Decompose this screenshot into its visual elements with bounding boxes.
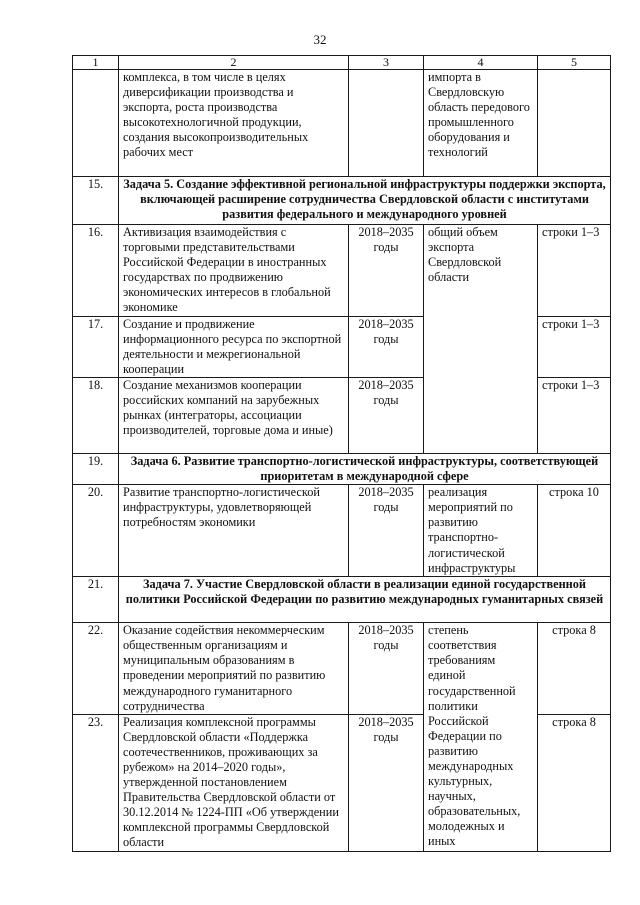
row-number: 21.	[73, 577, 119, 623]
row-number: 17.	[73, 316, 119, 377]
column-number: 5	[538, 56, 611, 70]
period-cell: 2018–2035 годы	[349, 485, 424, 577]
period-cell: 2018–2035 годы	[349, 225, 424, 317]
indicator-cell: реализация мероприятий по развитию транспортно-логистической инфраструктуры	[424, 485, 538, 577]
action-cell: Создание и продвижение информационного ресурса по экспортной деятельности и межрегиональной кооперации	[119, 316, 349, 377]
period-cell: 2018–2035 годы	[349, 377, 424, 453]
reference-cell: строка 8	[538, 714, 611, 851]
row-number: 23.	[73, 714, 119, 851]
column-number: 2	[119, 56, 349, 70]
indicator-text: Российской Федерации по развитию международных культурных, научных, образовательных, молодежных и иных	[428, 713, 521, 849]
indicator-cell: общий объем экспорта Свердловской области	[424, 225, 538, 454]
task-heading: Задача 7. Участие Свердловской области в реализации единой государственной политики Российской Федерации по развитию международных гуманитарных связей	[119, 577, 611, 623]
row-number: 18.	[73, 377, 119, 453]
action-cell: Развитие транспортно-логистической инфраструктуры, удовлетворяющей потребностям экономики	[119, 485, 349, 577]
column-number-row	[73, 56, 611, 70]
reference-cell: строка 10	[538, 485, 611, 577]
row-number: 19.	[73, 453, 119, 484]
column-number: 3	[349, 56, 424, 70]
page-number: 32	[313, 32, 327, 47]
table-row	[73, 70, 611, 177]
row-number: 20.	[73, 485, 119, 577]
task-row	[73, 177, 611, 225]
column-number: 4	[424, 56, 538, 70]
reference-cell: строки 1–3	[538, 225, 611, 317]
task-row	[73, 453, 611, 484]
indicator-cell: импорта в Свердловскую область передового промышленного оборудования и технологий	[424, 70, 538, 177]
table-row	[73, 623, 611, 715]
reference-cell	[538, 70, 611, 177]
task-heading: Задача 6. Развитие транспортно-логистической инфраструктуры, соответствующей приоритетам в международной сфере	[119, 453, 611, 484]
reference-cell: строки 1–3	[538, 377, 611, 453]
indicator-cell	[424, 623, 538, 852]
period-cell	[349, 70, 424, 177]
action-plan-table	[72, 55, 611, 852]
reference-cell: строки 1–3	[538, 316, 611, 377]
period-cell: 2018–2035 годы	[349, 623, 424, 715]
task-row	[73, 577, 611, 623]
row-number: 15.	[73, 177, 119, 225]
column-number: 1	[73, 56, 119, 70]
row-number-cell	[73, 70, 119, 177]
indicator-text: степень соответствия требованиям единой государственной политики	[428, 623, 516, 713]
reference-cell: строка 8	[538, 623, 611, 715]
table-row	[73, 225, 611, 317]
task-heading: Задача 5. Создание эффективной региональной инфраструктуры поддержки экспорта, включающей расширение сотрудничества Свердловской области с институтами развития федерального и международного уровней	[119, 177, 611, 225]
row-number: 16.	[73, 225, 119, 317]
action-cell: Реализация комплексной программы Свердловской области «Поддержка соотечественников, проживающих за рубежом» на 2014–2020 годы», утвержденной постановлением Правительства Свердловской области от 30.12.2014 № 1224-ПП «Об утверждении комплексной программы Свердловской области	[119, 714, 349, 851]
action-cell: Создание механизмов кооперации российских компаний на зарубежных рынках (интеграторы, ассоциации производителей, торговые дома и иные)	[119, 377, 349, 453]
action-cell: комплекса, в том числе в целях диверсификации производства и экспорта, роста производства высокотехнологичной продукции, создания высокопроизводительных рабочих мест	[119, 70, 349, 177]
action-cell: Оказание содействия некоммерческим общественным организациям и муниципальным образованиям в проведении мероприятий по развитию международного гуманитарного сотрудничества	[119, 623, 349, 715]
period-cell: 2018–2035 годы	[349, 316, 424, 377]
period-cell: 2018–2035 годы	[349, 714, 424, 851]
row-number: 22.	[73, 623, 119, 715]
action-cell: Активизация взаимодействия с торговыми представительствами Российской Федерации в иностранных государствах по продвижению экономических интересов в глобальной экономике	[119, 225, 349, 317]
table-row	[73, 485, 611, 577]
